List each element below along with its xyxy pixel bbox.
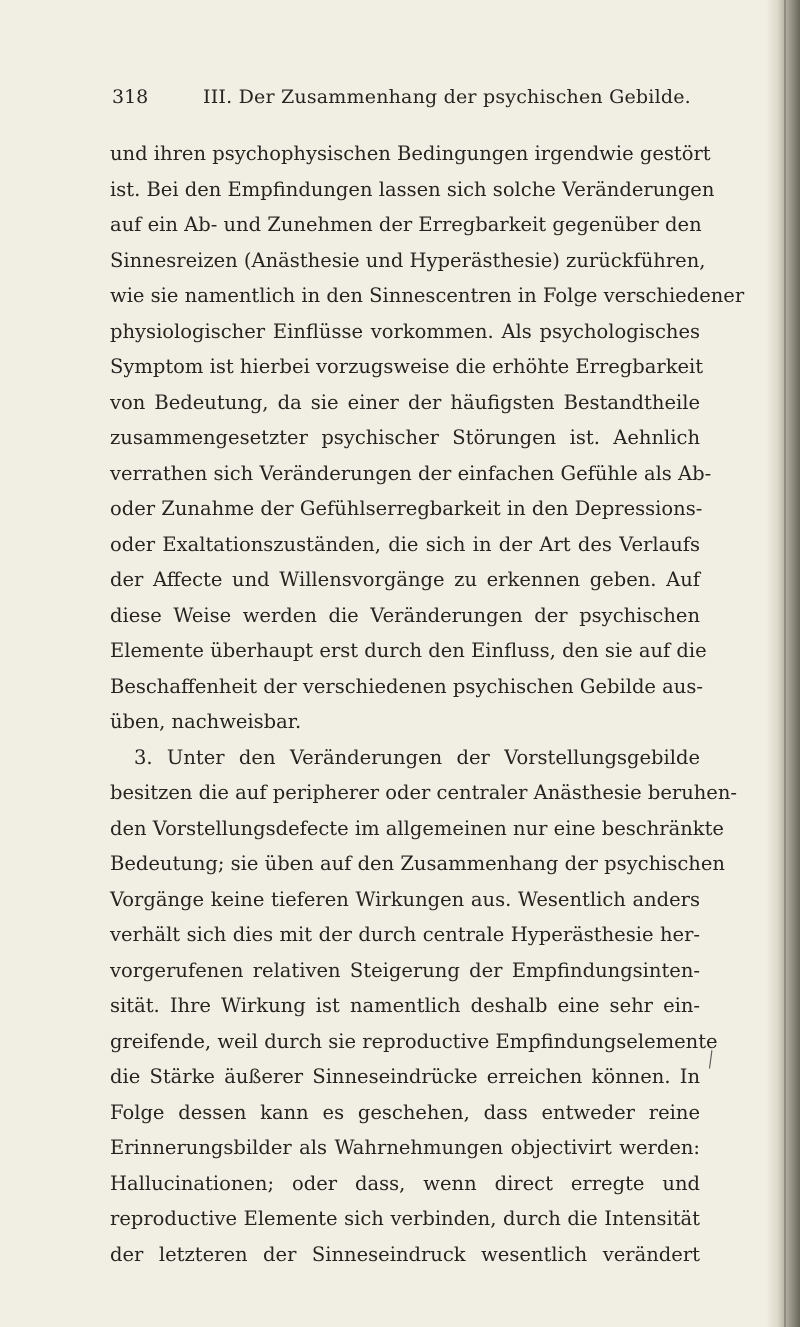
text-line: der letzteren der Sinneseindruck wesentlich verändert xyxy=(110,1242,700,1266)
text-line: der Affecte und Willensvorgänge zu erkennen geben. Auf xyxy=(110,568,700,591)
text-line: Sinnesreizen (Anästhesie und Hyperästhesie) zurückführen, xyxy=(110,248,706,272)
section-start-line: 3. Unter den Veränderungen der Vorstellungsgebilde xyxy=(134,745,700,769)
text-line: Elemente überhaupt erst durch den Einfluss, den sie auf die xyxy=(110,639,707,662)
text-line: Beschaffenheit der verschiedenen psychischen Gebilde aus- xyxy=(110,674,703,698)
text-line: Hallucinationen; oder dass, wenn direct erregte und xyxy=(110,1171,700,1195)
text-line: wie sie namentlich in den Sinnescentren in Folge verschiedener xyxy=(110,284,745,307)
text-line: auf ein Ab- und Zunehmen der Erregbarkeit gegenüber den xyxy=(110,213,702,236)
text-line: Bedeutung; sie üben auf den Zusammenhang der psychischen xyxy=(110,852,725,875)
text-line: verrathen sich Veränderungen der einfachen Gefühle als Ab- xyxy=(110,461,712,485)
text-line: Erinnerungsbilder als Wahrnehmungen objectivirt werden: xyxy=(110,1136,700,1159)
text-line: verhält sich dies mit der durch centrale Hyperästhesie her- xyxy=(110,923,700,946)
page-number: 318 xyxy=(112,86,149,108)
text-line: zusammengesetzter psychischer Störungen ist. Aehnlich xyxy=(110,426,700,449)
stray-ink-mark: ╲ xyxy=(702,1051,719,1069)
running-header xyxy=(112,86,692,116)
text-line: die Stärke äußerer Sinneseindrücke erreichen können. In xyxy=(110,1065,700,1088)
text-line: oder Exaltationszuständen, die sich in der Art des Verlaufs xyxy=(110,532,700,556)
text-line: physiologischer Einflüsse vorkommen. Als psychologisches xyxy=(110,319,700,343)
text-line: greifende, weil durch sie reproductive Empfindungselemente xyxy=(110,1029,718,1053)
text-line: vorgerufenen relativen Steigerung der Empfindungsinten- xyxy=(110,958,700,982)
running-title: III. Der Zusammenhang der psychischen Gebilde. xyxy=(203,86,691,108)
text-line: sität. Ihre Wirkung ist namentlich deshalb eine sehr ein- xyxy=(110,994,700,1017)
text-line: den Vorstellungsdefecte im allgemeinen nur eine beschränkte xyxy=(110,816,724,840)
text-line: ist. Bei den Empfindungen lassen sich solche Veränderungen xyxy=(110,177,715,201)
text-line: Vorgänge keine tieferen Wirkungen aus. Wesentlich anders xyxy=(110,887,700,911)
text-line: von Bedeutung, da sie einer der häufigsten Bestandtheile xyxy=(110,390,700,414)
text-line: diese Weise werden die Veränderungen der psychischen xyxy=(110,603,700,627)
page-edge-shadow xyxy=(766,0,800,1327)
paragraph-end-line: üben, nachweisbar. xyxy=(110,710,302,733)
text-line: reproductive Elemente sich verbinden, durch die Intensität xyxy=(110,1207,700,1230)
text-line: Symptom ist hierbei vorzugsweise die erhöhte Erregbarkeit xyxy=(110,355,704,378)
text-line: und ihren psychophysischen Bedingungen irgendwie gestört xyxy=(110,142,711,165)
body-text xyxy=(110,136,745,1272)
text-line: oder Zunahme der Gefühlserregbarkeit in den Depressions- xyxy=(110,497,703,520)
text-line: besitzen die auf peripherer oder centraler Anästhesie beruhen- xyxy=(110,781,737,804)
text-line: Folge dessen kann es geschehen, dass entweder reine xyxy=(110,1100,700,1124)
